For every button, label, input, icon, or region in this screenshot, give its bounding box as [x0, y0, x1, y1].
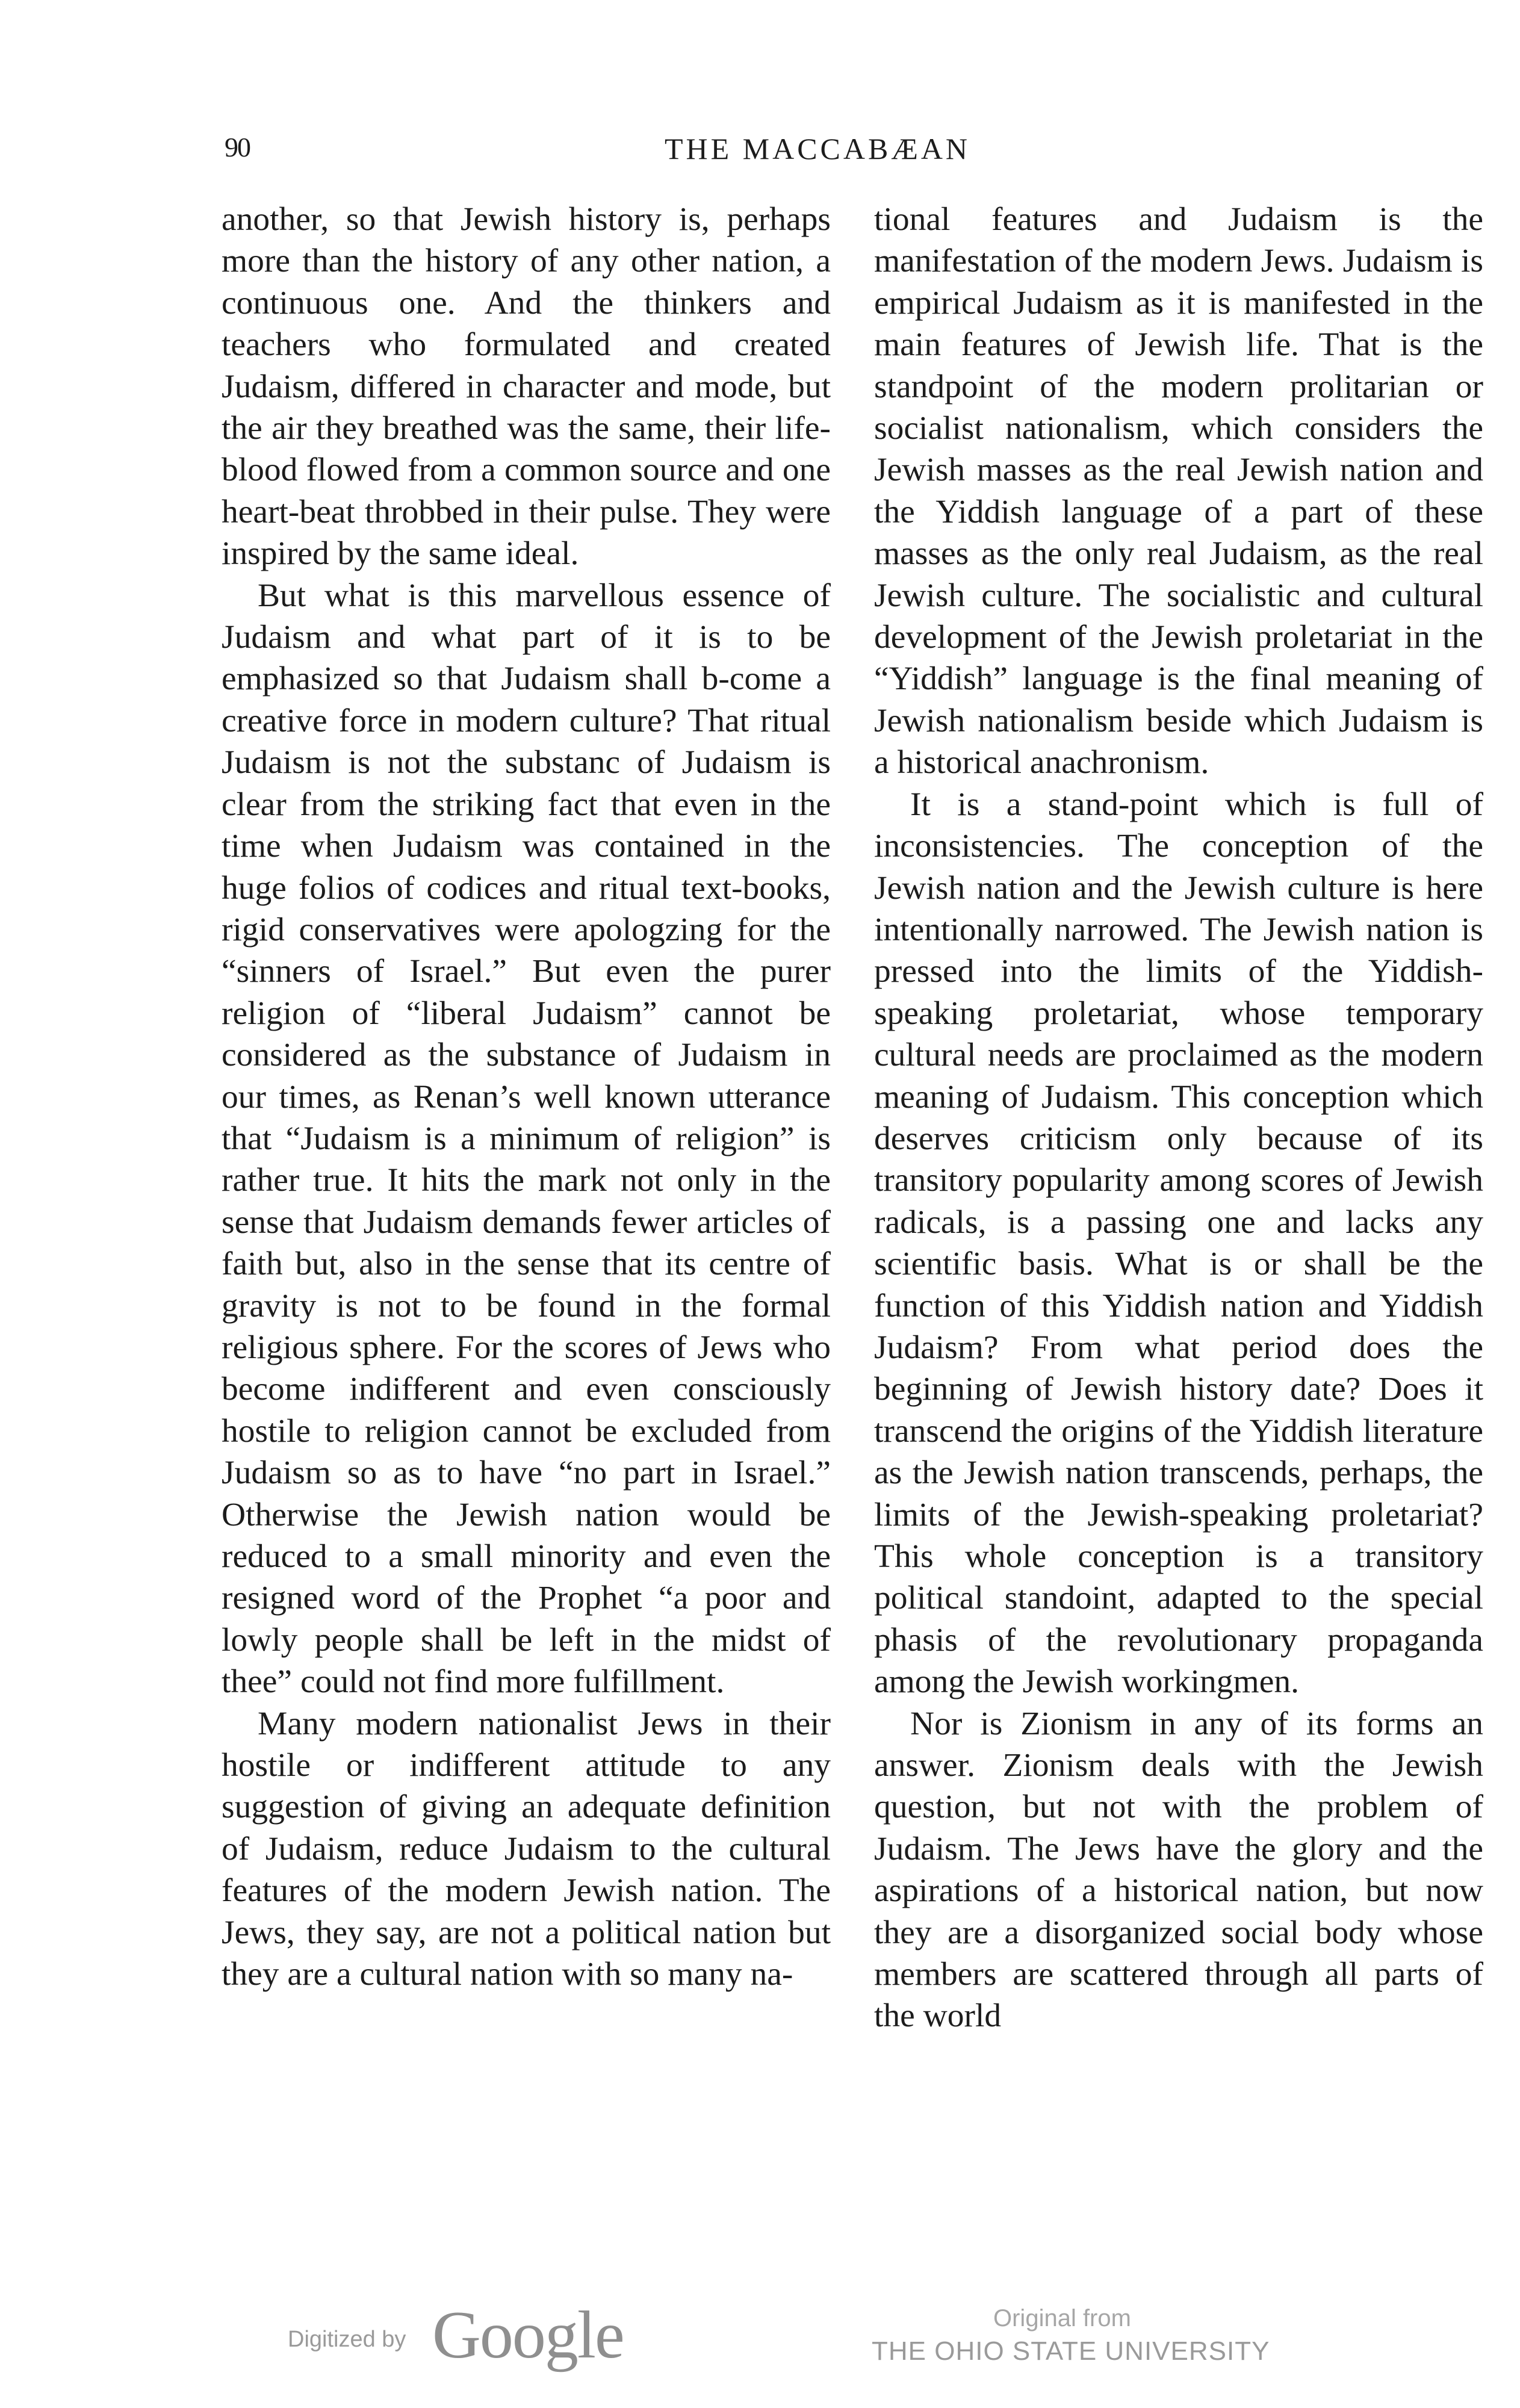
digitized-by-label: Digitized by	[288, 2327, 406, 2352]
running-title: THE MACCABÆAN	[664, 132, 971, 166]
paragraph: Nor is Zionism in any of its forms an answer. Zionism deals with the Jewish question, but not with the problem of Judaism. The Jews have the glory and the aspirations of a historical nation, but now they are a disorganized social body whose members are scattered through all parts of the world	[874, 1705, 1483, 2035]
right-column	[874, 199, 1483, 2037]
left-column	[222, 199, 831, 1995]
google-logo: Google	[432, 2298, 624, 2372]
paragraph: another, so that Jewish history is, perhaps more than the history of any other nation, a continuous one. And the thinkers and teachers who formulated and created Judaism, differed in character and mode, but the air they breathed was the same, their life-blood flowed from a common source and one heart-beat throbbed in their pulse. They were inspired by the same ideal.	[222, 201, 831, 573]
paragraph: It is a stand-point which is full of inconsistencies. The conception of the Jewish nation and the Jewish culture is here intentionally narrowed. The Jewish nation is pressed into the limits of the Yiddish-speaking proletariat, whose temporary cultural needs are proclaimed as the modern meaning of Judaism. This conception which deserves criticism only because of its transitory popularity among scores of Jewish radicals, is a passing one and lacks any scientific basis. What is or shall be the function of this Yiddish nation and Yiddish Judaism? From what period does the beginning of Jewish history date? Does it transcend the origins of the Yiddish literature as the Jewish nation transcends, perhaps, the limits of the Jewish-speaking proletariat? This whole conception is a transitory political standoint, adapted to the special phasis of the revolutionary propaganda among the Jewish workingmen.	[874, 786, 1483, 1701]
page-number: 90	[225, 132, 250, 163]
library-name: THE OHIO STATE UNIVERSITY	[872, 2336, 1270, 2366]
page-header	[225, 131, 1489, 173]
paragraph: But what is this marvellous essence of Judaism and what part of it is to be emphasized so that Judaism shall b-come a creative force in modern culture? That ritual Judaism is not the substanc of Judaism is clear from the striking fact that even in the time when Judaism was contained in the huge folios of codices and ritual text-books, rigid conservatives were apologzing for the “sinners of Israel.” But even the purer religion of “liberal Judaism” cannot be considered as the substance of Judaism in our times, as Renan’s well known utterance that “Judaism is a minimum of religion” is rather true. It hits the mark not only in the sense that Judaism demands fewer articles of faith but, also in the sense that its centre of gravity is not to be found in the formal religious sphere. For the scores of Jews who become indifferent and even consciously hostile to religion cannot be excluded from Judaism so as to have “no part in Israel.” Otherwise the Jewish nation would be reduced to a small minority and even the resigned word of the Prophet “a poor and lowly people shall be left in the midst of thee” could not find more fulfillment.	[222, 577, 831, 1701]
paragraph: tional features and Judaism is the manifestation of the modern Jews. Judaism is empirical Judaism as it is manifested in the main features of Jewish life. That is the standpoint of the modern prolitarian or socialist nationalism, which considers the Jewish masses as the real Jewish nation and the Yiddish language of a part of these masses as the only real Judaism, as the real Jewish culture. The socialistic and cultural development of the Jewish proletariat in the “Yiddish” language is the final meaning of Jewish nationalism beside which Judaism is a historical anachronism.	[874, 201, 1483, 781]
original-from-label: Original from	[993, 2305, 1131, 2332]
paragraph: Many modern nationalist Jews in their hostile or indifferent attitude to any suggestion of giving an adequate definition of Judaism, reduce Judaism to the cultural features of the modern Jewish nation. The Jews, they say, are not a political nation but they are a cultural nation with so many na-	[222, 1705, 831, 1993]
footer	[0, 2297, 1520, 2387]
